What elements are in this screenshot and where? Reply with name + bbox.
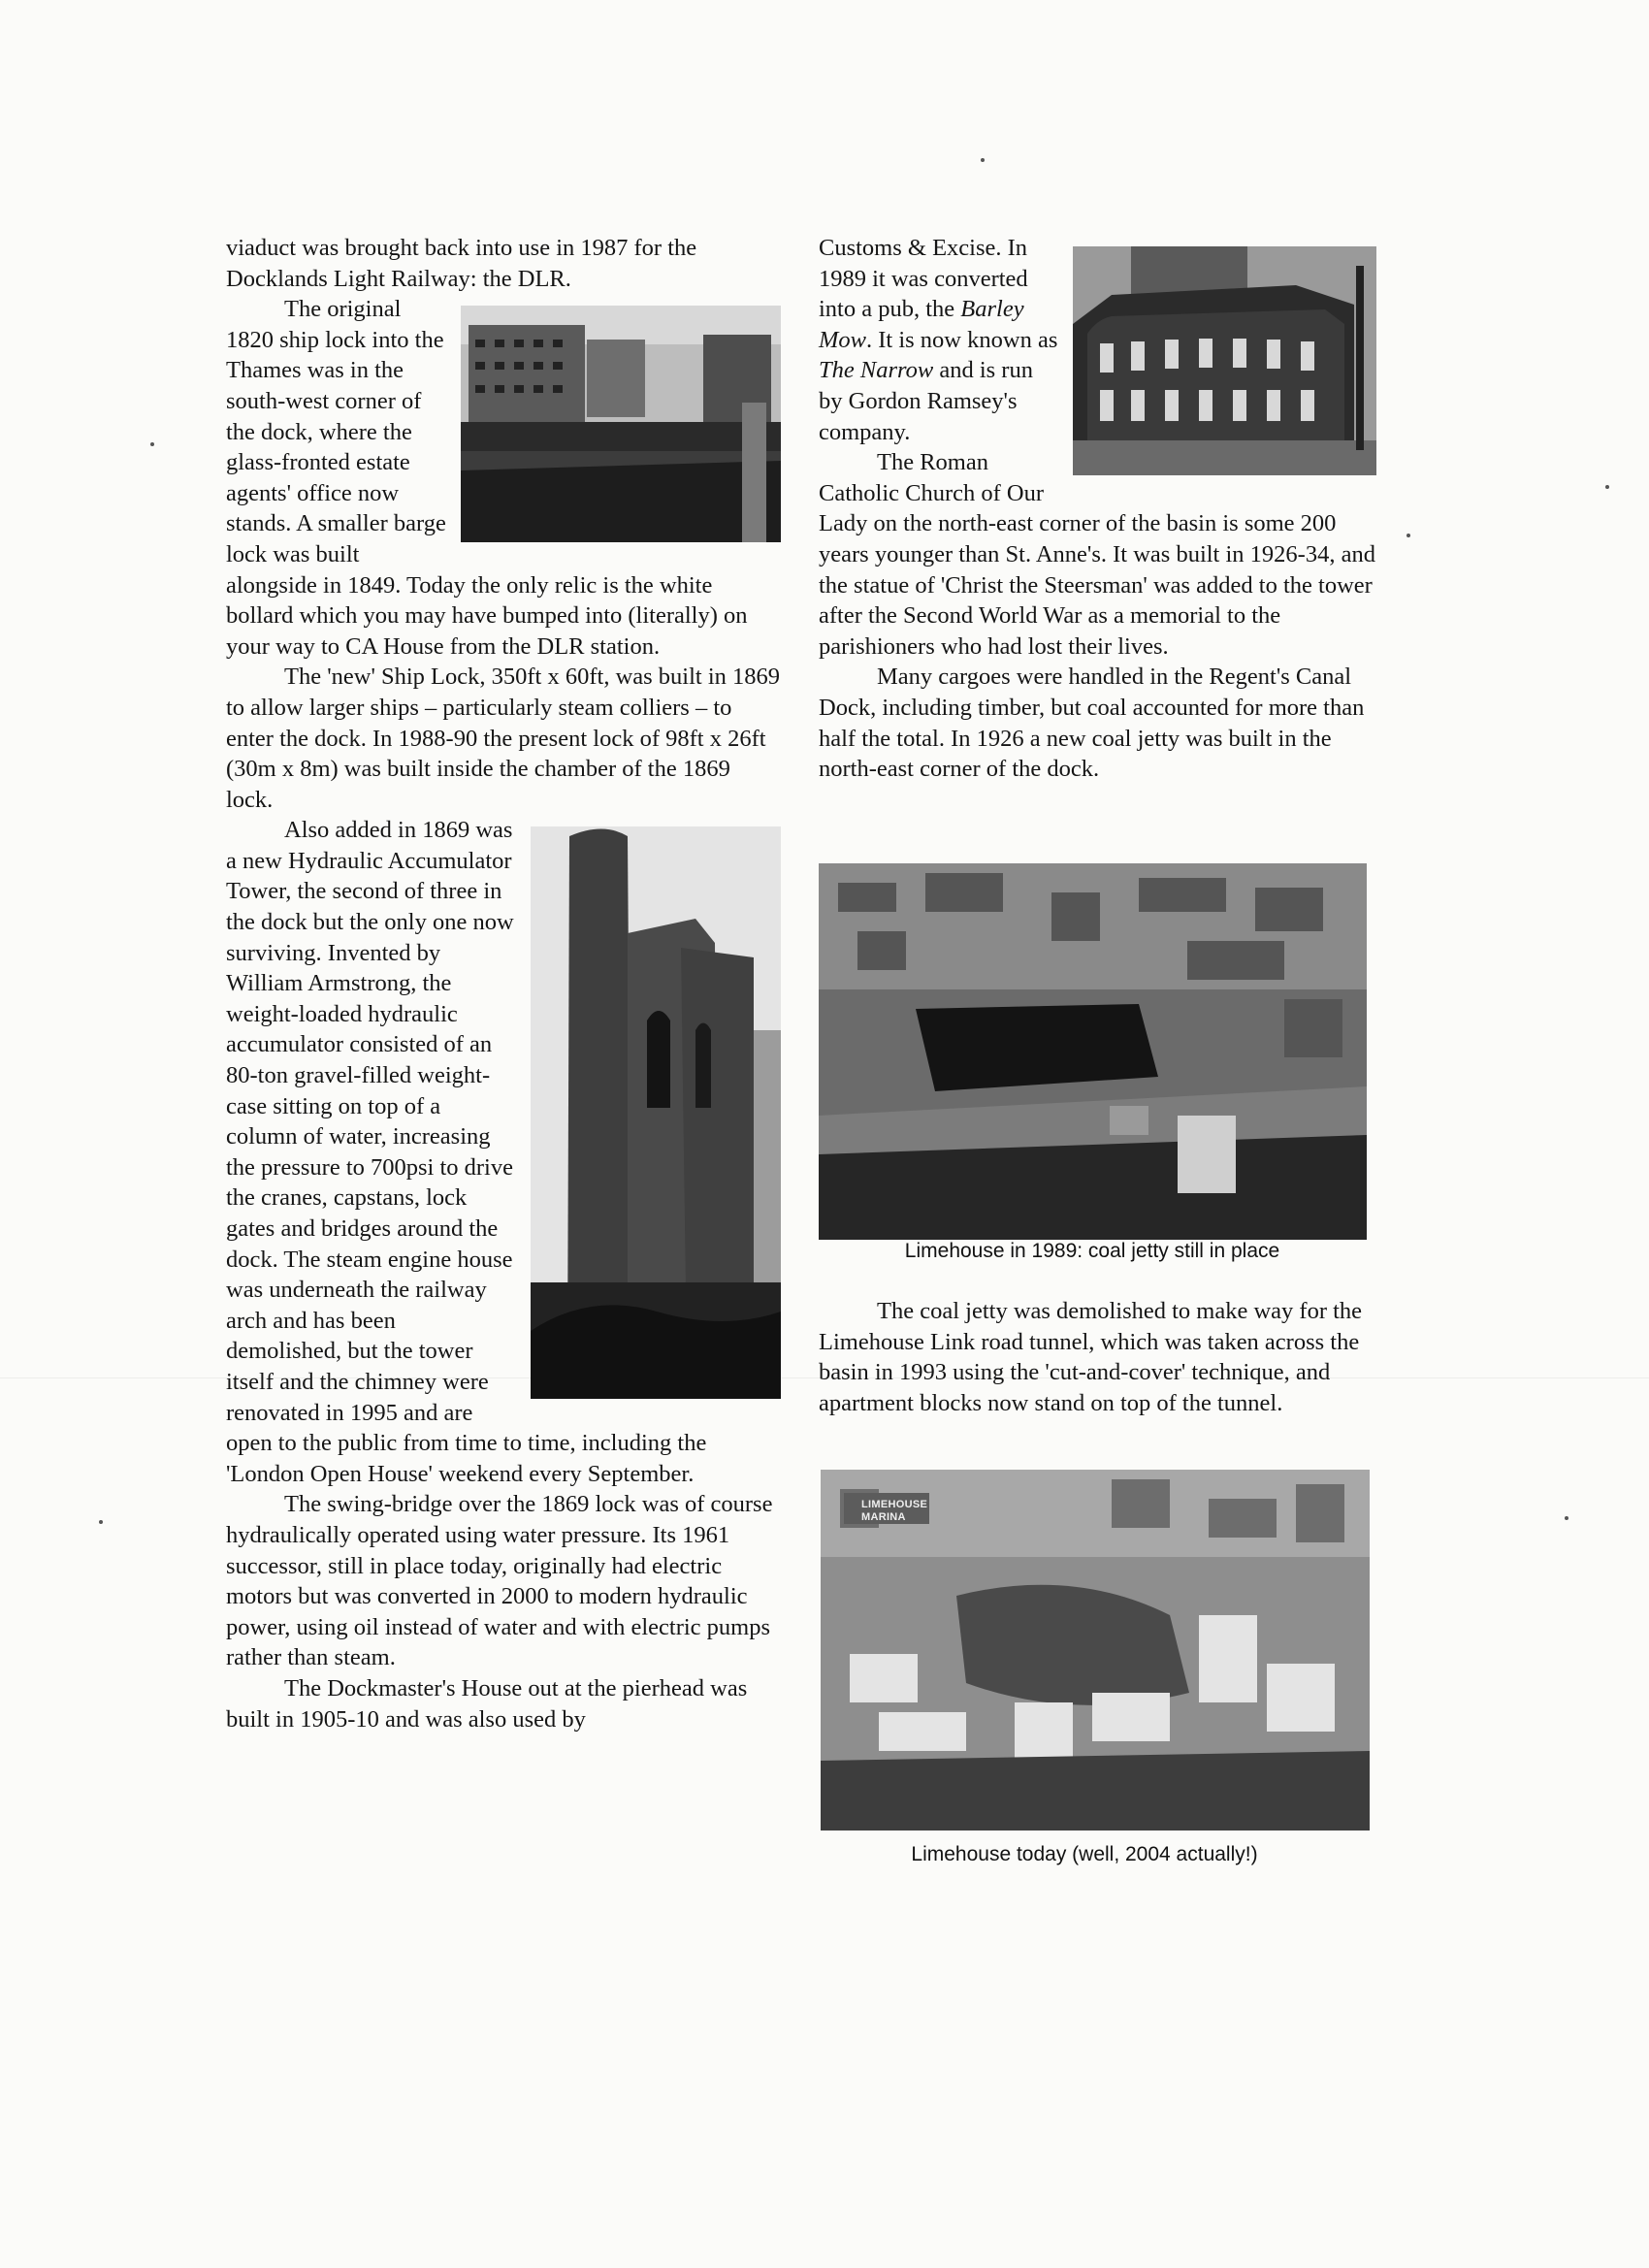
paper-speck: [1565, 1516, 1568, 1520]
limehouse-2004-photo: [821, 1470, 1370, 1831]
left-column: [226, 233, 781, 1734]
caption-2004: Limehouse today (well, 2004 actually!): [911, 1843, 1258, 1865]
pub-photo-image: [1073, 246, 1376, 475]
pub-name-barley-mow: Barley Mow: [819, 296, 1024, 353]
paper-speck: [981, 158, 985, 162]
paragraph-ship-lock: The original 1820 ship lock into the Thames was in the south-west corner of the dock, where the glass-fronted estate agents' office now stands. A smaller barge lock was built alongside in 1849. Today the only relic is the white bollard which you may have bumped into (literally) on your way to CA House from the DLR station.: [226, 296, 748, 660]
marina-label: LIMEHOUSE MARINA: [861, 1499, 928, 1523]
paper-speck: [1406, 534, 1410, 537]
paper-speck: [1605, 485, 1609, 489]
tower-photo-image: [531, 826, 781, 1399]
paragraph-viaduct: viaduct was brought back into use in 1987 for the Docklands Light Railway: the DLR.: [226, 235, 697, 292]
paper-speck: [99, 1520, 103, 1524]
paragraph-customs: Customs & Excise. In 1989 it was converted into a pub, the Barley Mow. It is now known as The Narrow and is run by Gordon Ramsey's company.: [819, 235, 1058, 445]
lock-photo: [461, 306, 781, 542]
pub-photo: [1073, 246, 1376, 475]
paragraph-dockmaster: The Dockmaster's House out at the pierhead was built in 1905-10 and was also used by: [226, 1674, 748, 1733]
lock-photo-image: [461, 306, 781, 542]
pub-name-the-narrow: The Narrow: [819, 357, 934, 384]
paragraph-coal-jetty: The coal jetty was demolished to make way for the Limehouse Link road tunnel, which was taken across the basin in 1993 using the 'cut-and-cover' technique, and apartment blocks now stand on top of the tunnel.: [819, 1298, 1363, 1416]
paragraph-new-ship-lock: The 'new' Ship Lock, 350ft x 60ft, was built in 1869 to allow larger ships – particularly steam colliers – to enter the dock. In 1988-90 the present lock of 98ft x 26ft (30m x 8m) was built inside the chamber of the 1869 lock.: [226, 664, 781, 813]
paragraph-accumulator: Also added in 1869 was a new Hydraulic Accumulator Tower, the second of three in the dock but the only one now surviving. Invented by William Armstrong, the weight-loaded hydraulic accumulator consisted of an 80-ton gravel-filled weight-case sitting on top of a column of water, increasing the pressure to 700psi to drive the cranes, capstans, lock gates and bridges around the dock. The steam engine house was underneath the railway arch and has been demolished, but the tower itself and the chimney were renovated in 1995 and are open to the public from time to time, including the 'London Open House' weekend every September.: [226, 817, 707, 1487]
accumulator-tower-photo: [531, 826, 781, 1399]
paragraph-swing-bridge: The swing-bridge over the 1869 lock was of course hydraulically operated using water pressure. Its 1961 successor, still in place today, originally had electric motors but was converted in 2000 to modern hydraulic power, using oil instead of water and with electric pumps rather than steam.: [226, 1491, 773, 1671]
paper-speck: [150, 442, 154, 446]
right-column: [819, 233, 1376, 785]
caption-1989: Limehouse in 1989: coal jetty still in place: [904, 1240, 1280, 1262]
right-column-lower: [819, 1296, 1376, 1418]
limehouse-1989-photo: [819, 863, 1367, 1240]
paragraph-church: The Roman Catholic Church of Our Lady on the north-east corner of the basin is some 200 years younger than St. Anne's. It was built in 1926-34, and the statue of 'Christ the Steersman' was added to the tower after the Second World War as a memorial to the parishioners who had lost their lives.: [819, 449, 1375, 660]
paragraph-cargoes: Many cargoes were handled in the Regent's Canal Dock, including timber, but coal accounted for more than half the total. In 1926 a new coal jetty was built in the north-east corner of the dock.: [819, 664, 1365, 783]
aerial-1989-image: [819, 863, 1367, 1240]
